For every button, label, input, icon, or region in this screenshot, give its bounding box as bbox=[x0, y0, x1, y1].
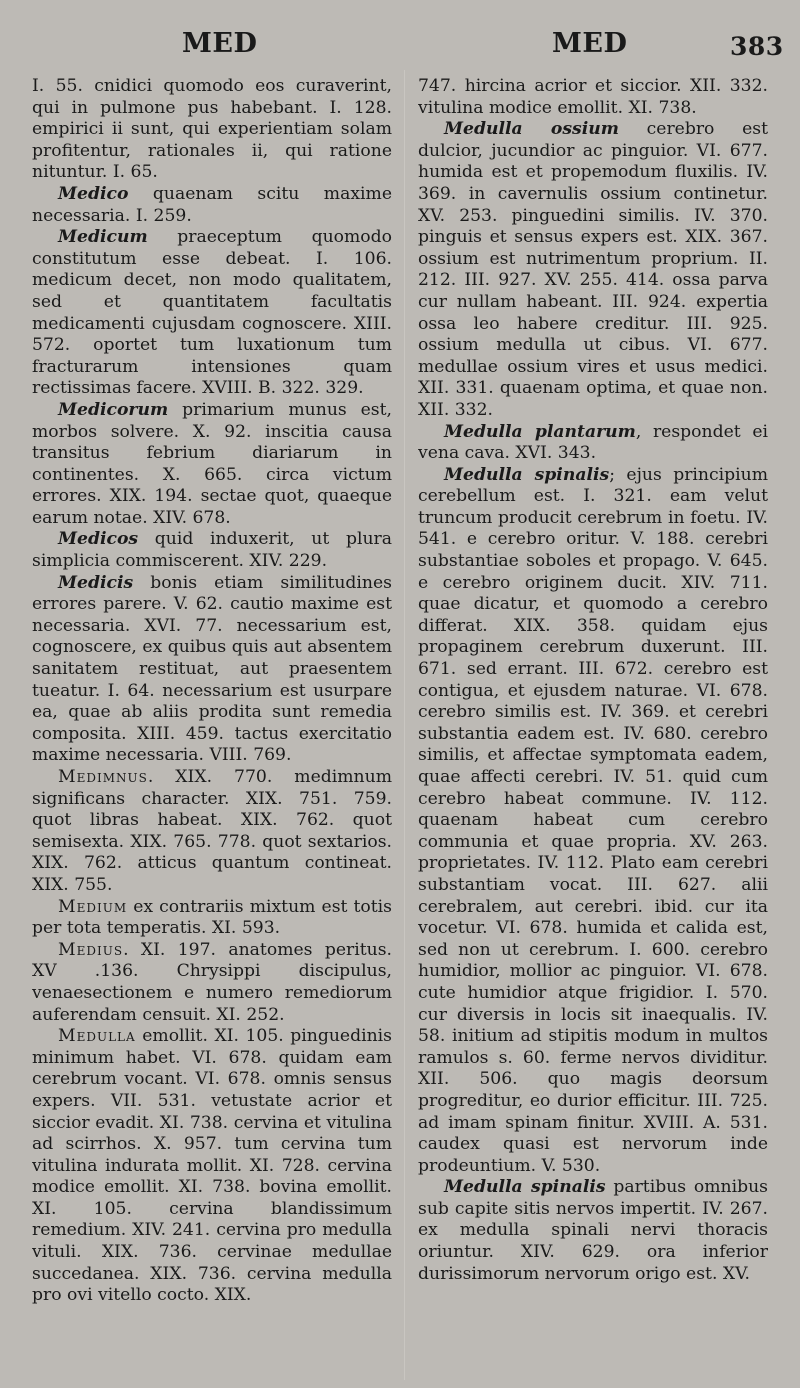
entry-text: partibus omnibus sub capite sitis nervos impertit. IV. 267. ex medulla spinali nervi thoracis oriuntur. XIV. 629. ora inferior durissimorum nervorum origo est. XV. bbox=[418, 1177, 768, 1284]
entry-text: . XI. 197. anatomes peritus. XV .136. Chrysippi discipulus, venaesectionem e numero remediorum auferendam censuit. XI. 252. bbox=[32, 939, 392, 1025]
entry-text: 747. hircina acrior et siccior. XII. 332. vitulina modice emollit. XI. 738. bbox=[418, 76, 768, 118]
running-head-left: MED bbox=[182, 28, 258, 59]
index-entry bbox=[418, 465, 768, 1178]
entry-text: primarium munus est, morbos solvere. X. 92. inscitia causa transitus febrium diariarum in continentes. X. 665. circa victum errores. XIX. 194. sectae quot, quaeque earum notae. XIV. 678. bbox=[32, 399, 392, 528]
entry-continuation bbox=[418, 76, 768, 119]
index-entry bbox=[32, 573, 392, 767]
index-entry bbox=[418, 1177, 768, 1285]
entry-text: bonis etiam similitudines errores parere. V. 62. cautio maxime est necessaria. XVI. 77. necessarium est, cognoscere, ex quibus quis aut absentem sanitatem restituat, aut praesentem tueatur. I. 64. necessarium est usurpare ea, quae ab aliis prodita sunt remedia composita. XIII. 459. tactus exercitatio maxime necessaria. VIII. 769. bbox=[32, 572, 392, 766]
entry-headword: Medico bbox=[58, 183, 129, 204]
index-entry bbox=[32, 1026, 392, 1307]
index-entry bbox=[418, 119, 768, 421]
entry-text: quaenam scitu maxime necessaria. I. 259. bbox=[32, 183, 392, 226]
entry-headword: Medulla spinalis bbox=[444, 464, 610, 485]
index-entry bbox=[32, 529, 392, 572]
index-entry bbox=[32, 897, 392, 940]
entry-headword: Medicum bbox=[58, 227, 148, 248]
entry-headword: Medicorum bbox=[58, 399, 169, 420]
entry-text: cerebro est dulcior, jucundior ac pinguior. VI. 677. humida est et propemodum fluxilis. IV. 369. in cavernulis ossium continetur. XV. 253. pinguedini similis. IV. 370. pinguis et sensus expers est. XIX. 367. ossium est nutrimentum proprium. II. 212. III. 927. XV. 255. 414. ossa parva cur nullam habeant. III. 924. expertia ossa leo habere creditur. III. 925. ossium medulla ut cibus. VI. 677. medullae ossium vires et usus medici. XII. 331. quaenam optima, et quae non. XII. 332. bbox=[418, 119, 768, 420]
index-entry bbox=[32, 940, 392, 1026]
entry-headword: Medulla bbox=[58, 1026, 136, 1047]
index-entry bbox=[32, 400, 392, 530]
entry-headword: Medicis bbox=[58, 572, 134, 593]
index-entry bbox=[32, 767, 392, 897]
entry-text: quid induxerit, ut plura simplicia commiscerent. XIV. 229. bbox=[32, 529, 392, 572]
entry-headword: Medius bbox=[58, 939, 124, 960]
entry-headword: Medulla ossium bbox=[444, 119, 619, 140]
entry-headword: Medicos bbox=[58, 529, 139, 550]
entry-text: I. 55. cnidici quomodo eos curaverint, qui in pulmone pus habebant. I. 128. empirici ii sunt, qui experientiam solam profitentur, rationales ii, qui ratione nituntur. I. 65. bbox=[32, 76, 392, 183]
entry-headword: Medulla spinalis bbox=[444, 1177, 606, 1198]
entry-text: ex contrariis mixtum est totis per tota temperatis. XI. 593. bbox=[32, 896, 392, 939]
page-number: 383 bbox=[730, 32, 784, 61]
entry-headword: Medimnus bbox=[58, 767, 148, 787]
entry-headword: Medium bbox=[58, 896, 128, 917]
index-entry bbox=[32, 184, 392, 227]
left-column bbox=[32, 76, 392, 1386]
entry-headword: Medulla plantarum bbox=[444, 421, 636, 442]
running-head-right: MED bbox=[552, 28, 628, 59]
entry-continuation bbox=[32, 76, 392, 184]
entry-text: , respondet ei vena cava. XVI. 343. bbox=[418, 421, 768, 464]
entry-text: ; ejus principium cerebellum est. I. 321. eam velut truncum producit cerebrum in foetu. IV. 541. e cerebro oritur. V. 188. cerebri substantiae soboles et propago. V. 645. e cerebro originem ducit. XIV. 711. quae dicatur, et quomodo a cerebro differat. XIX. 358. quidam ejus propaginem cerebrum duxerunt. III. 671. sed errant. III. 672. cerebro est contigua, et ejusdem naturae. VI. 678. cerebro similis est. IV. 369. et cerebri substantia eadem est. IV. 680. cerebro similis, et affectae symptomata eadem, quae affecti cerebri. IV. 51. quid cum cerebro habeat commune. IV. 112. quaenam habeat cum cerebro communia et quae propria. XV. 263. proprietates. IV. 112. Plato eam cerebri substantiam vocat. III. 627. alii cerebralem, aut cerebri. ibid. cur ita vocetur. VI. 678. humida et calida est, sed non ut cerebrum. I. 600. cerebro humidior, mollior ac pinguior. VI. 678. cute humidior atque frigidior. I. 570. cur diversis in locis sit inaequalis. IV. 58. initium ad stipitis modum in multos ramulos s. 60. ferme nervos dividitur. XII. 506. quo magis deorsum progreditur, eo durior efficitur. III. 725. ad imam spinam finitur. XVIII. A. 531. caudex quasi est nervorum inde prodeuntium. V. 530. bbox=[418, 464, 768, 1176]
index-entry bbox=[32, 227, 392, 400]
index-entry bbox=[418, 422, 768, 465]
column-divider bbox=[404, 70, 405, 1380]
entry-text: emollit. XI. 105. pinguedinis minimum habet. VI. 678. quidam eam cerebrum vocant. VI. 678. omnis sensus expers. VII. 531. vetustate acrior et siccior evadit. XI. 738. cervina et vitulina ad scirrhos. X. 957. tum cervina tum vitulina indurata mollit. XI. 728. cervina modice emollit. XI. 738. bovina emollit. XI. 105. cervina blandissimum remedium. XIV. 241. cervina pro medulla vituli. XIX. 736. cervinae medullae succedanea. XIX. 736. cervina medulla pro ovi vitello cocto. XIX. bbox=[32, 1026, 392, 1306]
entry-text: praeceptum quomodo constitutum esse debeat. I. 106. medicum decet, non modo qualitatem, sed et quantitatem facultatis medicamenti cujusdam cognoscere. XIII. 572. oportet tum luxationum tum fracturarum intensiones quam rectissimas facere. XVIII. B. 322. 329. bbox=[32, 227, 392, 399]
entry-text: . XIX. 770. medimnum significans character. XIX. 751. 759. quot libras habeat. XIX. 762. quot semisexta. XIX. 765. 778. quot sextarios. XIX. 762. atticus quantum contineat. XIX. 755. bbox=[32, 767, 392, 895]
right-column bbox=[418, 76, 768, 1386]
